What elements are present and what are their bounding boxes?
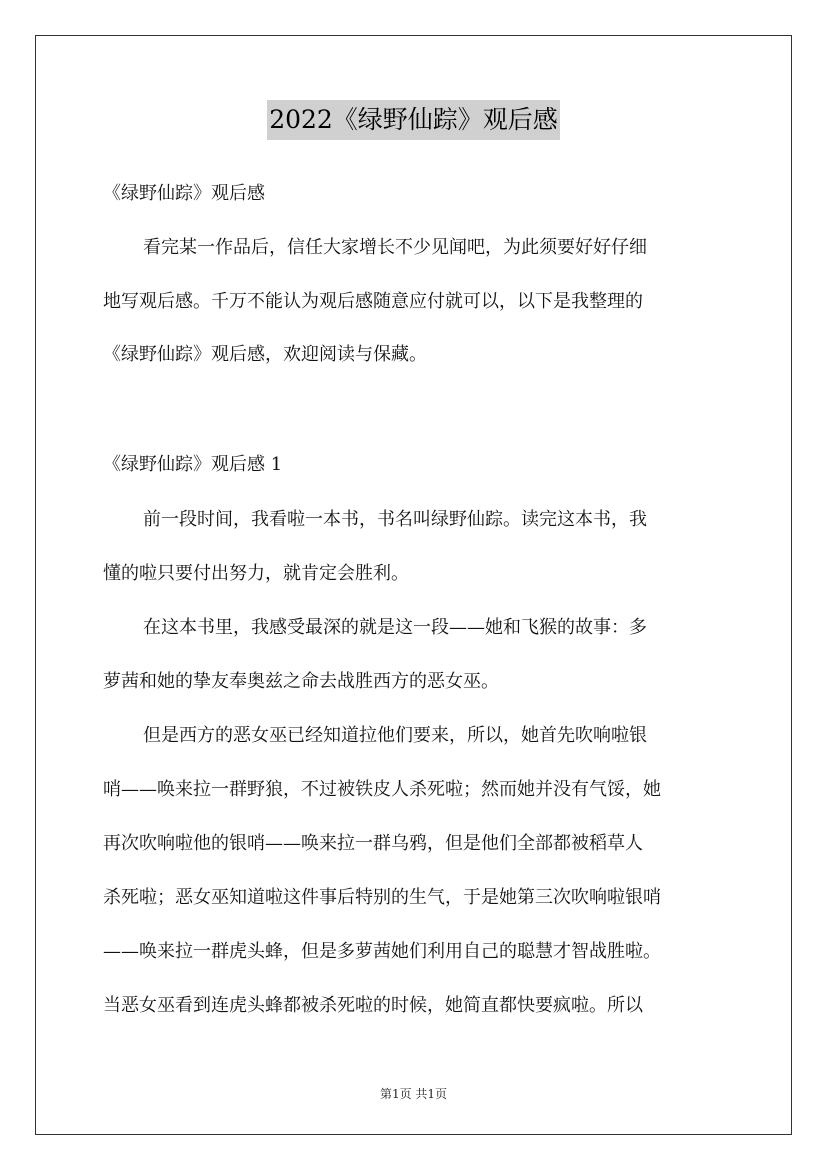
body-line-4: 萝茜和她的挚友奉奥兹之命去战胜西方的恶女巫。 [103,671,499,692]
body-line-10: 当恶女巫看到连虎头蜂都被杀死啦的时候，她简直都快要疯啦。所以 [103,995,643,1016]
body-line-8: 杀死啦；恶女巫知道啦这件事后特别的生气，于是她第三次吹响啦银哨 [103,887,661,908]
section-heading: 《绿野仙踪》观后感 1 [103,454,283,475]
body-line-9: ——唤来拉一群虎头蜂，但是多萝茜她们利用自己的聪慧才智战胜啦。 [103,941,661,962]
body-line-1: 前一段时间，我看啦一本书，书名叫绿野仙踪。读完这本书，我 [143,509,647,530]
title-container [0,100,827,140]
page-footer: 第1页 共1页 [379,1087,448,1101]
body-line-2: 懂的啦只要付出努力，就肯定会胜利。 [103,563,409,584]
body-line-6: 哨——唤来拉一群野狼，不过被铁皮人杀死啦；然而她并没有气馁，她 [103,779,661,800]
intro-line-2: 地写观后感。千万不能认为观后感随意应付就可以，以下是我整理的 [103,291,643,312]
document-subtitle: 《绿野仙踪》观后感 [103,183,265,204]
body-line-3: 在这本书里，我感受最深的就是这一段——她和飞猴的故事：多 [143,617,647,638]
intro-line-1: 看完某一作品后，信任大家增长不少见闻吧，为此须要好好仔细 [143,237,647,258]
body-line-7: 再次吹响啦他的银哨——唤来拉一群乌鸦，但是他们全部都被稻草人 [103,833,643,854]
body-line-5: 但是西方的恶女巫已经知道拉他们要来，所以，她首先吹响啦银 [143,725,647,746]
document-title: 2022《绿野仙踪》观后感 [267,100,560,140]
intro-line-3: 《绿野仙踪》观后感，欢迎阅读与保藏。 [103,344,427,365]
